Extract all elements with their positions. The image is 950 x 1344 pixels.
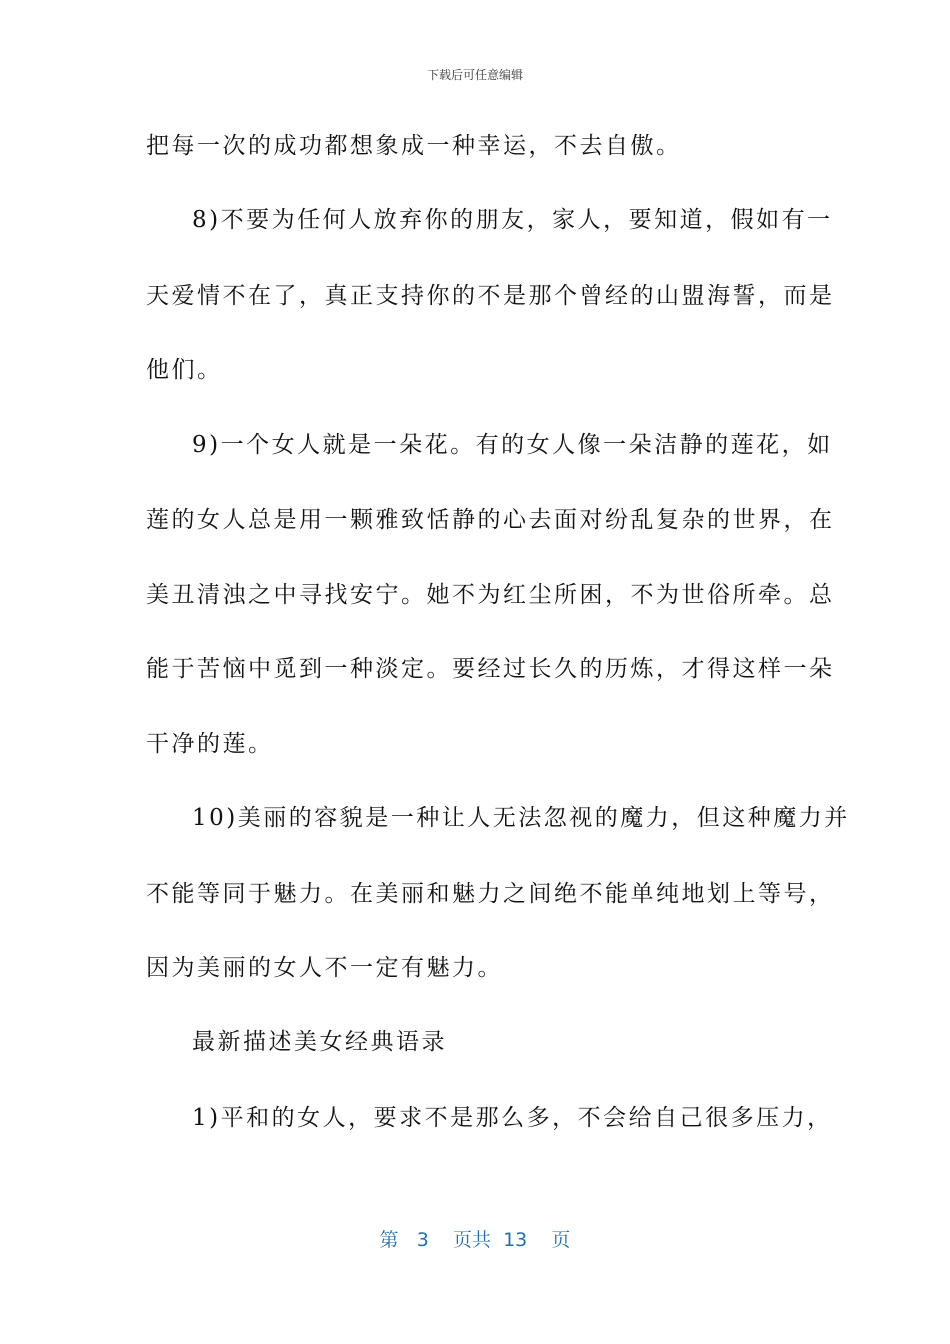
text-line: 美丑清浊之中寻找安宁。她不为红尘所困，不为世俗所牵。总 [146,582,835,608]
footer-page-number: 3 [416,1229,429,1251]
text-line: 因为美丽的女人不一定有魅力。 [146,955,503,981]
text-line: 能于苦恼中觅到一种淡定。要经过长久的历炼，才得这样一朵 [146,656,835,682]
text-line: 把每一次的成功都想象成一种幸运，不去自傲。 [146,133,682,159]
text-line: 不能等同于魅力。在美丽和魅力之间绝不能单纯地划上等号， [146,881,835,907]
section-heading: 最新描述美女经典语录 [192,1029,447,1055]
page-footer [0,1225,950,1252]
footer-prefix: 第 [379,1229,399,1251]
text-line: 9)一个女人就是一朵花。有的女人像一朵洁静的莲花，如 [192,432,833,458]
footer-middle: 页共 [452,1229,491,1251]
page-header: 下载后可任意编辑 [426,68,523,82]
footer-suffix: 页 [551,1229,571,1251]
text-line: 天爱情不在了，真正支持你的不是那个曾经的山盟海誓，而是 [146,283,835,309]
text-line: 8)不要为任何人放弃你的朋友，家人，要知道，假如有一 [192,207,833,233]
text-line: 10)美丽的容貌是一种让人无法忽视的魔力，但这种魔力并 [192,805,850,831]
text-line: 他们。 [146,357,223,383]
text-line: 1)平和的女人，要求不是那么多，不会给自己很多压力， [192,1105,833,1131]
text-line: 莲的女人总是用一颗雅致恬静的心去面对纷乱复杂的世界，在 [146,507,835,533]
footer-total-pages: 13 [503,1229,528,1251]
text-line: 干净的莲。 [146,731,274,757]
